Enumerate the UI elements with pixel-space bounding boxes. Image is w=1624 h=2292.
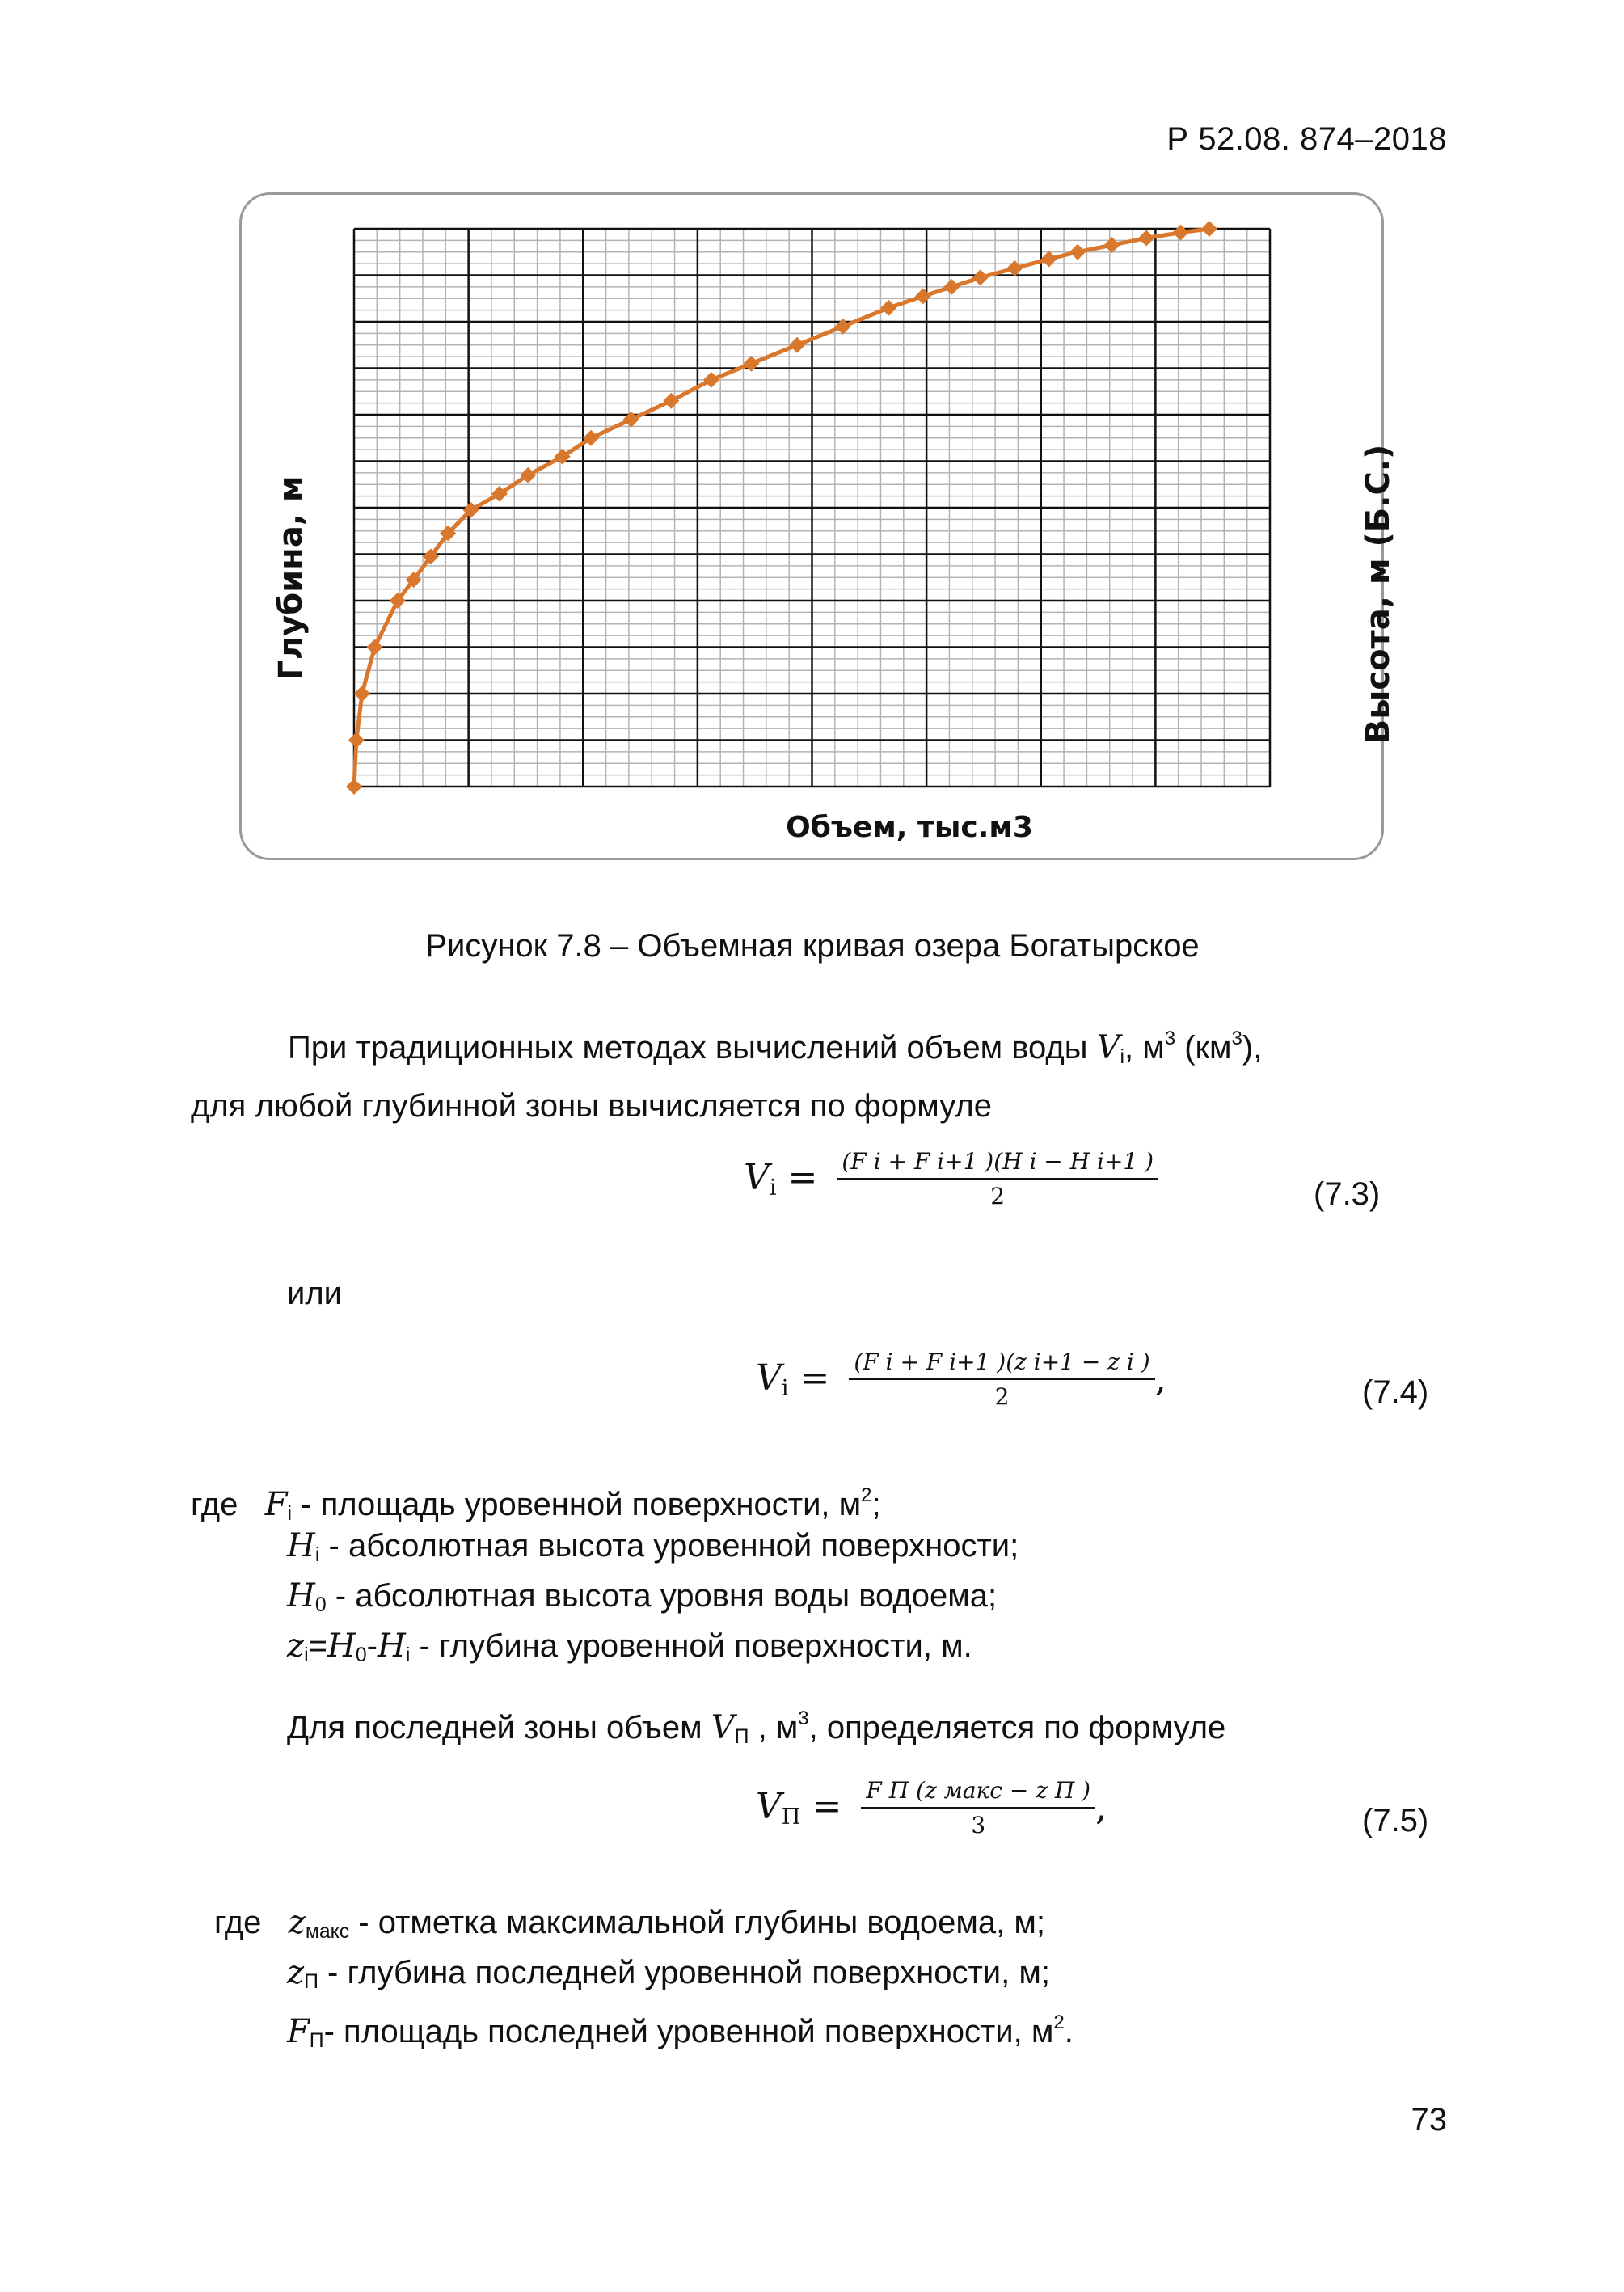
data-point-diamond — [1138, 230, 1154, 247]
y-axis-label-right-text: Высота, м (Б.С.) — [1360, 444, 1397, 745]
or-word: или — [287, 1276, 343, 1311]
text-run: = — [308, 1628, 327, 1664]
text-run: , определяется по формуле — [808, 1709, 1226, 1745]
eq-numerator: (F i + F i+1 )(H i − H i+1 ) — [837, 1148, 1158, 1180]
var-H: H — [327, 1627, 356, 1665]
var-sub: макс — [305, 1921, 350, 1944]
superscript: 3 — [1164, 1028, 1176, 1049]
page-number: 73 — [1411, 2102, 1447, 2138]
data-point-diamond — [346, 779, 362, 795]
definition-z — [287, 1622, 972, 1680]
eq-lhs-sub: П — [781, 1804, 801, 1830]
text-run: (км — [1175, 1029, 1232, 1066]
eq-denominator: 2 — [990, 1183, 1006, 1209]
text-run: При традиционных методах вычислений объем воды — [288, 1029, 1097, 1066]
document-code: Р 52.08. 874–2018 — [1166, 121, 1447, 157]
definition-FP — [287, 1999, 1074, 2066]
var-sub: 0 — [314, 1594, 327, 1617]
text-run: - абсолютная высота уровня воды водоема; — [326, 1578, 998, 1614]
var-H: H — [377, 1627, 406, 1665]
var-sub: П — [309, 2029, 324, 2052]
eq-lhs — [756, 1786, 854, 1830]
equation-number-7-4: (7.4) — [1362, 1374, 1429, 1410]
var-sub: П — [734, 1725, 749, 1748]
x-axis-label: Объем, тыс.м3 — [786, 811, 1033, 844]
text-run: - глубина последней уровенной поверхности, м; — [318, 1955, 1050, 1990]
var-V: V — [711, 1708, 735, 1746]
where-word: где — [214, 1905, 262, 1940]
y-axis-label-left — [259, 477, 323, 679]
text-run: . — [1064, 2013, 1074, 2049]
equation-number-7-3: (7.3) — [1314, 1176, 1381, 1212]
equation-7-3 — [744, 1148, 1164, 1209]
var-sub: i — [287, 1502, 293, 1525]
data-point-diamond — [1006, 260, 1023, 276]
eq-equals: = — [788, 1357, 842, 1399]
paragraph-intro — [191, 1015, 1452, 1130]
data-point-diamond — [915, 288, 931, 304]
data-point-diamond — [354, 686, 370, 702]
text-run: - — [366, 1628, 378, 1664]
data-point-diamond — [1104, 237, 1120, 253]
var-sub: i — [405, 1644, 411, 1667]
data-point-diamond — [703, 372, 719, 388]
eq-equals: = — [776, 1157, 829, 1199]
data-point-diamond — [1201, 221, 1217, 237]
data-point-diamond — [880, 300, 896, 316]
var-z: z — [288, 1904, 306, 1941]
var-sub: 0 — [355, 1644, 367, 1667]
var-z: z — [287, 1954, 305, 1991]
eq-fraction — [837, 1148, 1158, 1209]
equation-7-5 — [756, 1777, 1128, 1838]
text-run: - площадь уровенной поверхности, м — [292, 1486, 862, 1522]
eq-denominator: 2 — [994, 1383, 1010, 1410]
figure-caption: Рисунок 7.8 – Объемная кривая озера Богатырское — [425, 928, 1200, 964]
var-H: H — [287, 1527, 315, 1564]
equation-7-4 — [756, 1349, 1209, 1410]
eq-lhs-sub: i — [769, 1175, 777, 1201]
eq-lhs-var: V — [744, 1157, 770, 1199]
paragraph-intro-line2: для любой глубинной зоны вычисляется по формуле — [191, 1087, 992, 1124]
y-axis-label-right — [1346, 444, 1411, 745]
text-run: Для последней зоны объем — [287, 1709, 711, 1745]
eq-fraction — [861, 1777, 1095, 1838]
superscript: 2 — [861, 1484, 872, 1506]
text-run: ; — [871, 1486, 881, 1522]
data-point-diamond — [366, 639, 382, 656]
eq-fraction — [849, 1349, 1154, 1410]
data-point-diamond — [1041, 251, 1057, 267]
data-point-diamond — [1069, 244, 1086, 260]
eq-numerator: F П (z макс − z П ) — [861, 1777, 1095, 1809]
data-point-diamond — [789, 337, 805, 353]
var-sub: i — [1120, 1045, 1124, 1068]
text-run: - абсолютная высота уровенной поверхности; — [319, 1528, 1019, 1564]
eq-numerator: (F i + F i+1 )(z i+1 − z i ) — [849, 1349, 1154, 1380]
text-run: , м — [1124, 1029, 1165, 1066]
text-run: - глубина уровенной поверхности, м. — [410, 1628, 972, 1664]
eq-lhs-var: V — [756, 1357, 782, 1399]
paragraph-last-zone — [287, 1695, 1225, 1762]
eq-comma: , — [1154, 1358, 1166, 1400]
eq-comma: , — [1095, 1787, 1107, 1829]
where-word: где — [191, 1486, 238, 1522]
paragraph-intro-line1 — [191, 1015, 1452, 1082]
data-point-diamond — [1173, 225, 1189, 241]
text-run: - площадь последней уровенной поверхности, м — [323, 2013, 1054, 2049]
eq-equals: = — [800, 1786, 854, 1828]
var-sub: П — [304, 1971, 318, 1994]
var-V: V — [1096, 1028, 1120, 1066]
text-run: - отметка максимальной глубины водоема, м; — [349, 1905, 1045, 1940]
equation-number-7-5: (7.5) — [1362, 1803, 1429, 1838]
eq-lhs — [744, 1157, 829, 1201]
y-axis-label-left-text: Глубина, м — [272, 475, 310, 681]
text-run: , м — [749, 1709, 799, 1745]
var-F: F — [287, 2012, 310, 2050]
var-sub: i — [314, 1544, 320, 1567]
var-sub: i — [304, 1644, 309, 1667]
data-point-diamond — [348, 732, 365, 749]
data-point-diamond — [943, 279, 960, 295]
eq-denominator: 3 — [971, 1812, 986, 1838]
var-z: z — [287, 1627, 305, 1665]
text-run: ), — [1242, 1029, 1263, 1066]
data-point-diamond — [972, 269, 989, 285]
eq-lhs-sub: i — [781, 1375, 789, 1401]
eq-lhs — [756, 1357, 841, 1399]
var-H0: H — [287, 1577, 315, 1615]
superscript: 2 — [1053, 2011, 1065, 2033]
superscript: 3 — [798, 1707, 809, 1729]
eq-lhs-var: V — [756, 1786, 782, 1828]
var-F: F — [264, 1485, 288, 1523]
data-point-diamond — [663, 393, 679, 409]
superscript: 3 — [1231, 1028, 1242, 1049]
